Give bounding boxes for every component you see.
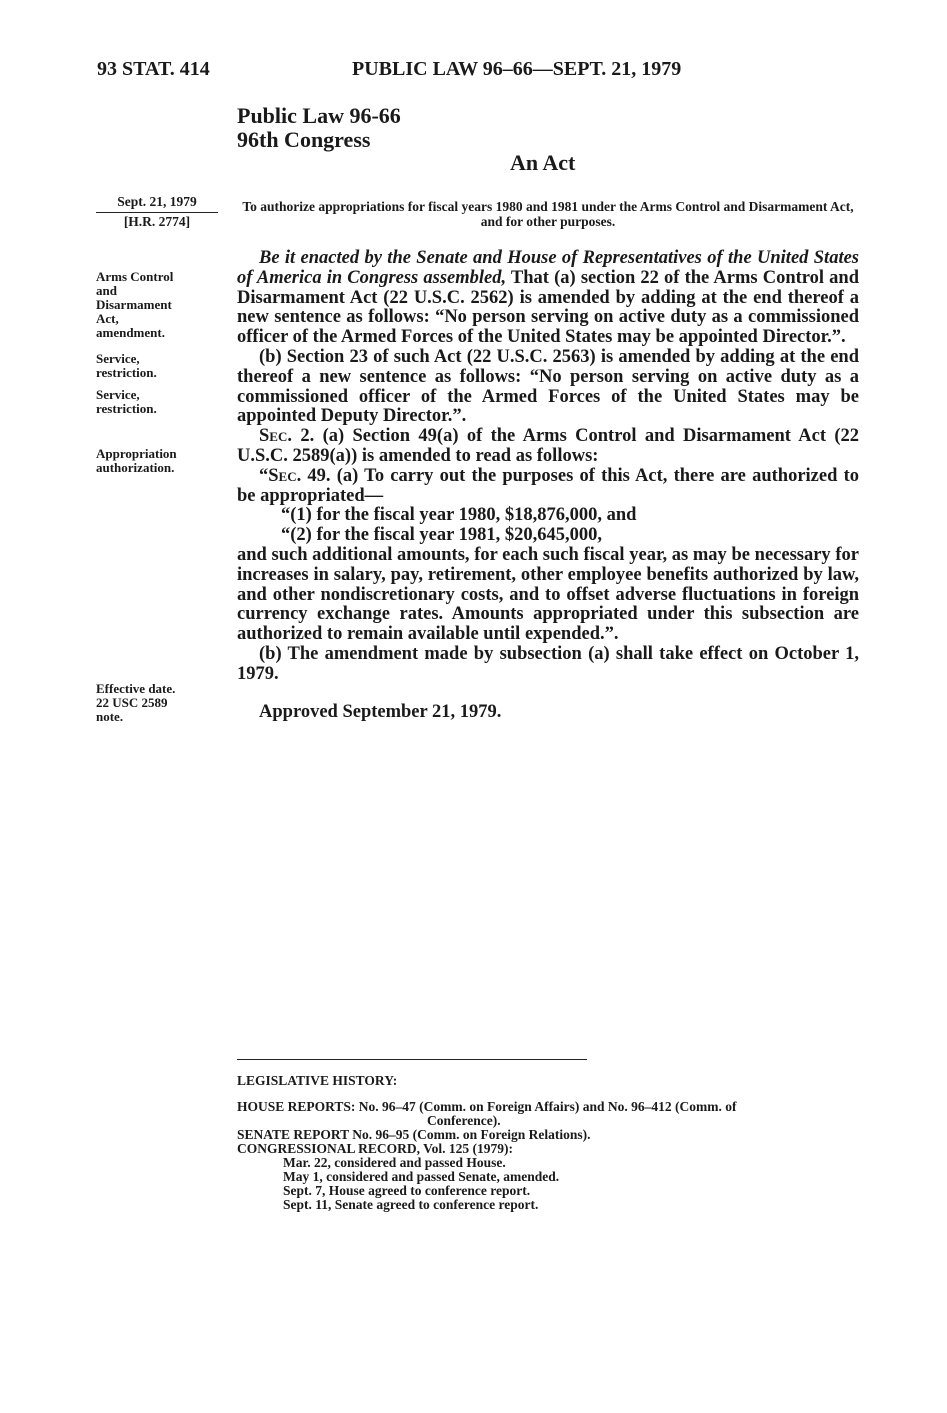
congress: 96th Congress	[237, 127, 371, 152]
legislative-history	[237, 1100, 859, 1212]
margin-note-line: amendment.	[96, 325, 165, 340]
appropriation-item-1: “(1) for the fiscal year 1980, $18,876,000, and	[281, 505, 637, 526]
margin-date: Sept. 21, 1979	[117, 194, 197, 209]
margin-note-line: Appropriation	[96, 446, 177, 461]
margin-divider	[96, 212, 218, 213]
margin-note-service-1	[96, 352, 226, 380]
margin-note-line: note.	[96, 709, 124, 724]
record-entry: May 1, considered and passed Senate, amended.	[283, 1169, 560, 1184]
page-stat-number: 93 STAT. 414	[97, 58, 210, 80]
act-body	[237, 249, 859, 722]
margin-note-line: authorization.	[96, 460, 175, 475]
house-reports-line: HOUSE REPORTS: No. 96–47 (Comm. on Foreign Affairs) and No. 96–412 (Comm. of	[237, 1099, 737, 1114]
record-entry: Mar. 22, considered and passed House.	[283, 1155, 506, 1170]
section-label: Sec	[259, 426, 288, 447]
margin-note-line: Act,	[96, 311, 119, 326]
section-2a-text: . 2. (a) Section 49(a) of the Arms Control and Disarmament Act (22 U.S.C. 2589(a)) is amended to read as follows:	[237, 426, 859, 466]
law-number: Public Law 96-66	[237, 103, 401, 128]
margin-note-arms-control	[96, 270, 226, 340]
margin-note-appropriation	[96, 447, 226, 475]
section-label: Sec	[268, 465, 297, 486]
margin-note-effective-date	[96, 682, 226, 724]
section-2b: (b) The amendment made by subsection (a) shall take effect on October 1, 1979.	[237, 643, 859, 684]
margin-note-line: Arms Control	[96, 269, 174, 284]
margin-note-line: Service,	[96, 351, 140, 366]
legislative-history-heading: LEGISLATIVE HISTORY:	[237, 1073, 398, 1088]
enacting-clause	[237, 249, 859, 348]
additional-amounts: and such additional amounts, for each such fiscal year, as may be necessary for increases in salary, pay, retirement, other employee benefits authorized by law, and other nondiscretionary costs, and to offset adverse fluctuations in foreign currency exchange rates. Amounts appropriated under this subsection are authorized to remain available until expended.”.	[237, 544, 859, 645]
house-reports-cont: Conference).	[427, 1113, 501, 1128]
margin-bill-number: [H.R. 2774]	[123, 214, 191, 229]
purpose-clause: To authorize appropriations for fiscal years 1980 and 1981 under the Arms Control and Disarmament Act, and for other purposes.	[242, 199, 854, 229]
margin-note-line: Service,	[96, 387, 140, 402]
enacting-formula: Be it enacted by the Senate and House of Representatives of the United States of America in Congress assembled,	[237, 248, 859, 288]
section-1b: (b) Section 23 of such Act (22 U.S.C. 2563) is amended by adding at the end thereof a new sentence as follows: “No person serving on active duty as a commissioned officer of the Armed Forces of the United States may be appointed Deputy Director.”.	[237, 346, 859, 427]
section-2a	[237, 427, 859, 467]
congressional-record-line: CONGRESSIONAL RECORD, Vol. 125 (1979):	[237, 1141, 514, 1156]
margin-note-line: Effective date.	[96, 681, 176, 696]
margin-note-line: Disarmament	[96, 297, 172, 312]
section-49-heading	[237, 467, 859, 507]
appropriation-item-2: “(2) for the fiscal year 1981, $20,645,000,	[281, 525, 602, 546]
record-entry: Sept. 7, House agreed to conference report.	[283, 1183, 531, 1198]
section-1a-text: That (a) section 22 of the Arms Control and Disarmament Act (22 U.S.C. 2562) is amended by adding at the end thereof a new sentence as follows: “No person serving on active duty as a commissioned officer of the Armed Forces of the United States may be appointed Director.”.	[237, 267, 860, 348]
running-title: PUBLIC LAW 96–66—SEPT. 21, 1979	[352, 58, 682, 80]
open-quote: “	[259, 465, 269, 486]
margin-note-line: and	[96, 283, 117, 298]
margin-note-service-2	[96, 388, 226, 416]
margin-note-line: 22 USC 2589	[96, 695, 168, 710]
history-divider	[237, 1059, 587, 1060]
margin-note-line: restriction.	[96, 401, 157, 416]
record-entry: Sept. 11, Senate agreed to conference report.	[283, 1197, 539, 1212]
senate-report-line: SENATE REPORT No. 96–95 (Comm. on Foreign Relations).	[237, 1127, 591, 1142]
margin-note-line: restriction.	[96, 365, 157, 380]
section-49-text: . 49. (a) To carry out the purposes of this Act, there are authorized to be appropriated—	[237, 465, 859, 506]
act-heading: An Act	[510, 150, 576, 175]
approval-date: Approved September 21, 1979.	[259, 701, 502, 722]
